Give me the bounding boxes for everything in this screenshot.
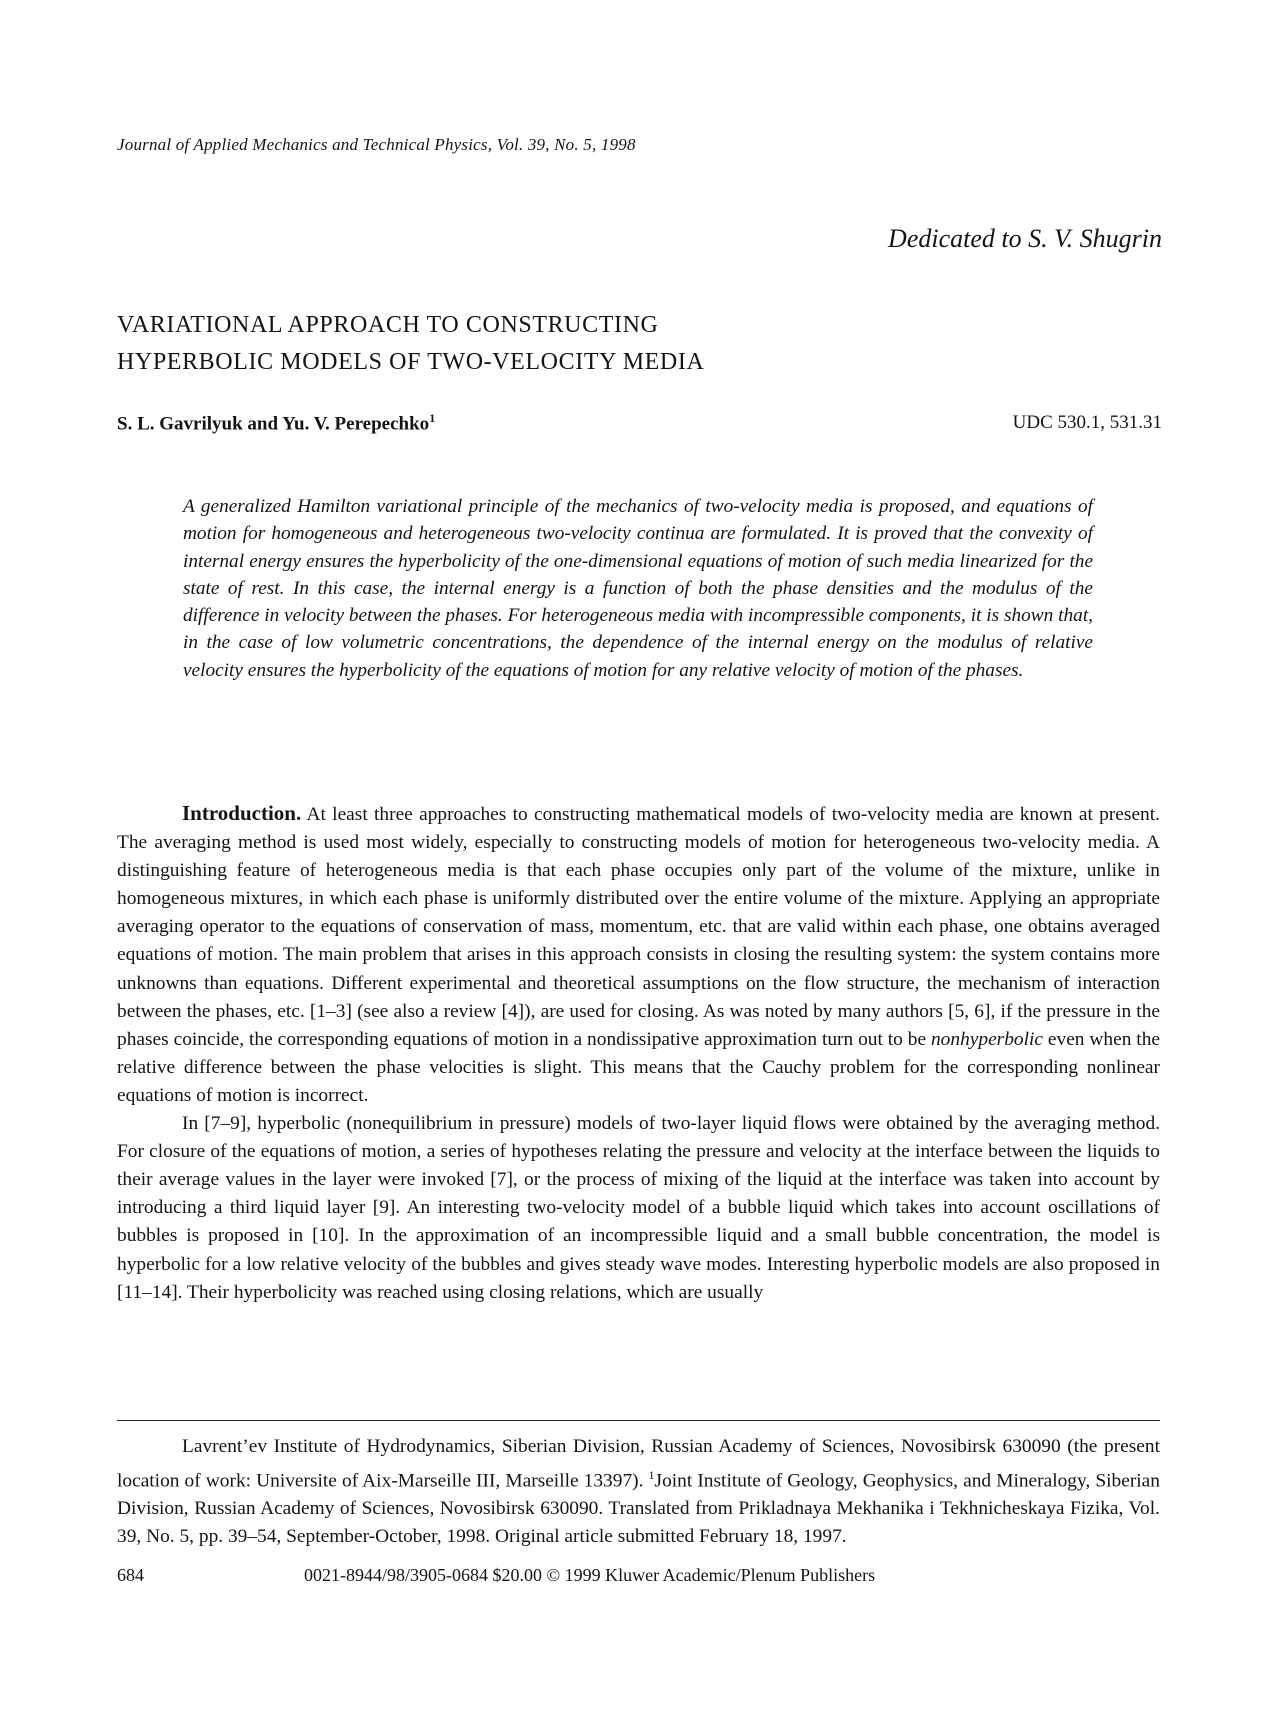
intro-p1-emphasis: nonhyperbolic <box>930 1028 1043 1050</box>
journal-citation: Journal of Applied Mechanics and Technical Physics, Vol. 39, No. 5, 1998 <box>117 135 636 154</box>
intro-p1-text-a: At least three approaches to constructing mathematical models of two-velocity media are known at present. The averaging method is used most widely, especially to constructing models of motion for heterogeneous two-velocity media. A distinguishing feature of heterogeneous media is that each phase occupies only part of the volume of the mixture, unlike in homogeneous mixtures, in which each phase is uniformly distributed over the entire volume of the mixture. Applying an appropriate averaging operator to the equations of conservation of mass, momentum, etc. that are valid within each phase, one obtains averaged equations of motion. The main problem that arises in this approach consists in closing the resulting system: the system contains more unknowns than equations. Different experimental and theoretical assumptions on the flow structure, the mechanism of interaction between the phases, etc. [1–3] (see also a review [4]), are used for closing. As was noted by many authors [5, 6], if the pressure in the phases coincide, the corresponding equations of motion in a nondissipative approximation turn out to be <box>117 804 1160 1050</box>
footnote-text-a: Lavrent’ev Institute of Hydrodynamics, Siberian Division, Russian Academy of Sciences, Novosibirsk 630090 (the present location of work: Universite of Aix-Marseille III, Marseille 13397). <box>117 1436 1160 1492</box>
dedication: Dedicated to S. V. Shugrin <box>888 224 1162 253</box>
footnote <box>117 1433 1160 1551</box>
paper-title <box>117 307 704 381</box>
footnote-text <box>117 1433 1160 1551</box>
abstract <box>183 493 1093 684</box>
intro-paragraph-1 <box>117 799 1160 1110</box>
intro-p1-text-b: even when the relative difference between the phase velocities is slight. This means that the Cauchy problem for the corresponding nonlinear equations of motion is incorrect. <box>117 1028 1160 1106</box>
intro-heading: Introduction. <box>182 801 302 825</box>
intro-paragraph-2: In [7–9], hyperbolic (nonequilibrium in pressure) models of two-layer liquid flows were obtained by the averaging method. For closure of the equations of motion, a series of hypotheses relating the pressure and velocity at the interface between the liquids to their average values in the layer were invoked [7], or the process of mixing of the liquid at the interface was taken into account by introducing a third liquid layer [9]. An interesting two-velocity model of a bubble liquid which takes into account oscillations of bubbles is proposed in [10]. In the approximation of an incompressible liquid and a small bubble concentration, the model is hyperbolic for a low relative velocity of the bubbles and gives steady wave modes. Interesting hyperbolic models are also proposed in [11–14]. Their hyperbolicity was reached using closing relations, which are usually <box>117 1113 1160 1303</box>
author-affiliation-marker: 1 <box>429 411 436 425</box>
footnote-text-b: Joint Institute of Geology, Geophysics, and Mineralogy, Siberian Division, Russian Academy of Sciences, Novosibirsk 630090. Translated from Prikladnaya Mekhanika i Tekhnicheskaya Fizika, Vol. 39, No. 5, pp. 39–54, September-October, 1998. Original article submitted February 18, 1997. <box>117 1470 1160 1548</box>
udc-code: UDC 530.1, 531.31 <box>1012 412 1162 433</box>
abstract-text: A generalized Hamilton variational principle of the mechanics of two-velocity media is proposed, and equations of motion for homogeneous and heterogeneous two-velocity continua are formulated. It is proved that the convexity of internal energy ensures the hyperbolicity of the one-dimensional equations of motion of such media linearized for the state of rest. In this case, the internal energy is a function of both the phase densities and the modulus of the difference in velocity between the phases. For heterogeneous media with incompressible components, it is shown that, in the case of low volumetric concentrations, the dependence of the internal energy on the modulus of relative velocity ensures the hyperbolicity of the equations of motion for any relative velocity of motion of the phases. <box>183 496 1093 681</box>
page-number: 684 <box>117 1565 144 1585</box>
title-line-2: HYPERBOLIC MODELS OF TWO-VELOCITY MEDIA <box>117 349 705 375</box>
author-line <box>117 411 435 435</box>
title-line-1: VARIATIONAL APPROACH TO CONSTRUCTING <box>117 312 659 338</box>
introduction-section <box>117 799 1160 1307</box>
copyright-line: 0021-8944/98/3905-0684 $20.00 © 1999 Kluwer Academic/Plenum Publishers <box>304 1565 876 1585</box>
author-names: S. L. Gavrilyuk and Yu. V. Perepechko <box>117 413 430 435</box>
footnote-divider <box>117 1420 1160 1421</box>
footnote-marker: 1 <box>648 1468 655 1482</box>
